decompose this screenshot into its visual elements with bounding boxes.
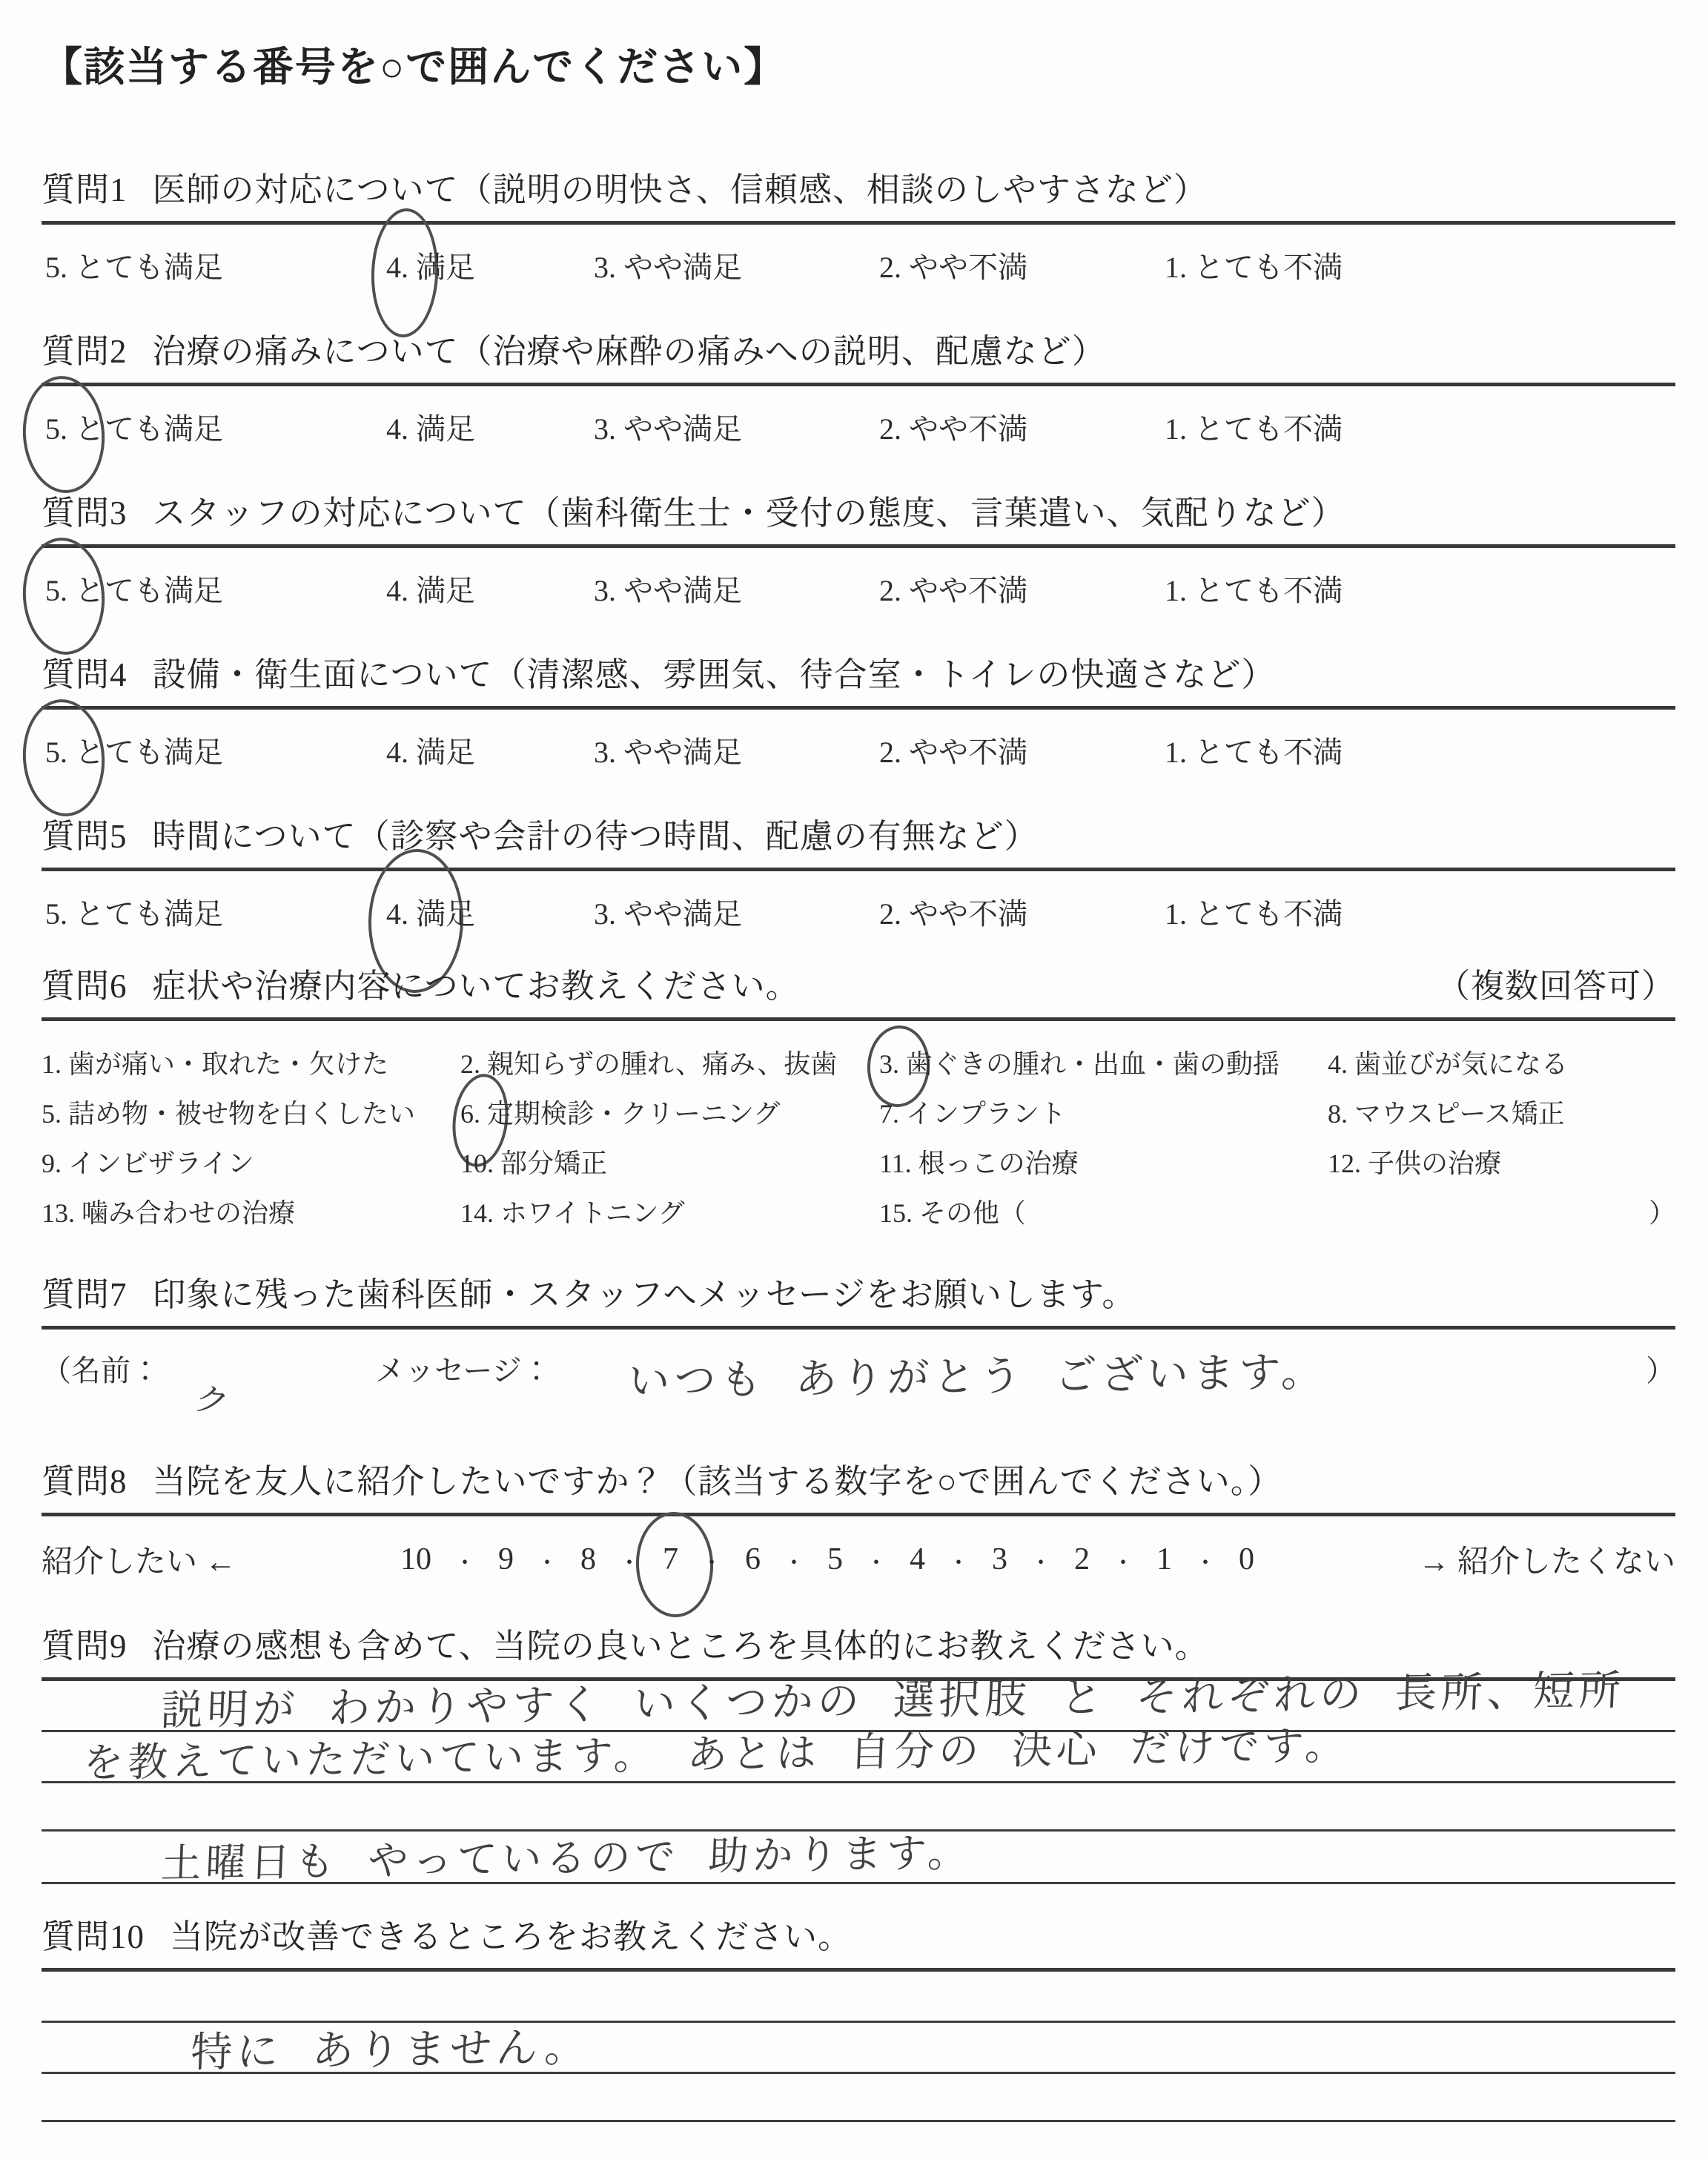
option-4: 4. 満足 (386, 574, 475, 607)
answer-close-paren: ） (1646, 1354, 1675, 1387)
question-5-options (42, 882, 1675, 935)
question-6-section (42, 965, 1675, 1232)
question-6-note: （複数回答可） (1436, 968, 1675, 1005)
scale-dot: ・ (947, 1551, 970, 1576)
scale-number-6: 6 (745, 1542, 761, 1576)
question-8-text: 当院を友人に紹介したいですか？（該当する数字を○で囲んでください。） (152, 1463, 1282, 1500)
question-7-heading (42, 1273, 1675, 1330)
answer-line (42, 2074, 1675, 2122)
option-5: 5. とても満足 (45, 897, 223, 931)
scale-dot: ・ (454, 1551, 476, 1576)
question-8-heading (42, 1460, 1675, 1516)
option-5-label: 5. とても満足 (45, 736, 223, 769)
option-2: 2. やや不満 (879, 412, 1027, 446)
scale-number-7-circled (663, 1542, 678, 1577)
message-field-label: メッセージ： (375, 1354, 552, 1387)
question-2-heading (42, 330, 1675, 386)
question-5-heading (42, 815, 1675, 871)
scale-number-5: 5 (827, 1542, 843, 1576)
answer-line (42, 2122, 1675, 2160)
question-9-text: 治療の感想も含めて、当院の良いところを具体的にお教えください。 (152, 1628, 1209, 1665)
question-1-label: 質問1 (42, 171, 128, 208)
question-1-section (42, 168, 1675, 288)
treatment-items-row-1 (42, 1033, 1675, 1083)
question-6-heading (42, 965, 1675, 1021)
treatment-item: 4. 歯並びが気になる (1328, 1049, 1569, 1079)
treatment-item: 8. マウスピース矯正 (1328, 1099, 1565, 1129)
option-5-label: 5. とても満足 (45, 412, 223, 446)
treatment-item: 11. 根っこの治療 (879, 1149, 1079, 1178)
treatment-item: 5. 詰め物・被せ物を白くしたい (42, 1099, 416, 1129)
question-9-section (42, 1625, 1675, 1887)
question-8-label: 質問8 (42, 1463, 128, 1500)
other-field-close-paren: ） (1648, 1198, 1675, 1228)
question-1-options (42, 235, 1675, 288)
scale-dot: ・ (865, 1551, 887, 1576)
option-1: 1. とても不満 (1165, 574, 1343, 607)
question-7-label: 質問7 (42, 1276, 128, 1313)
option-4-label: 4. 満足 (386, 897, 475, 931)
option-4: 4. 満足 (386, 412, 475, 446)
question-2-label: 質問2 (42, 333, 128, 370)
question-1-heading (42, 168, 1675, 225)
scale-dot: ・ (1194, 1551, 1217, 1576)
scale-number-4: 4 (910, 1542, 925, 1576)
question-3-label: 質問3 (42, 495, 128, 532)
scale-number-2: 2 (1074, 1542, 1090, 1576)
scale-dot: ・ (701, 1551, 723, 1576)
handwritten-name-mark: ク (190, 1377, 238, 1426)
option-3: 3. やや満足 (594, 251, 742, 284)
scale-number-0: 0 (1239, 1542, 1254, 1576)
option-5-circled (45, 567, 223, 610)
scale-right-label: → 紹介したくない (1418, 1545, 1675, 1579)
question-4-label: 質問4 (42, 656, 128, 693)
question-4-heading (42, 653, 1675, 710)
option-4-circled (386, 891, 475, 933)
scale-number-3: 3 (992, 1542, 1007, 1576)
treatment-item: 12. 子供の治療 (1328, 1149, 1502, 1178)
option-1: 1. とても不満 (1165, 897, 1343, 931)
answer-line (42, 1972, 1675, 2023)
scale-dot: ・ (1112, 1551, 1134, 1576)
treatment-item-circled (460, 1093, 780, 1131)
scale-dot: ・ (618, 1551, 640, 1576)
question-3-section (42, 492, 1675, 612)
scale-dot: ・ (1030, 1551, 1052, 1576)
option-4-circled (386, 244, 475, 286)
treatment-items-row-2 (42, 1083, 1675, 1132)
handwritten-answer-line-3: 土曜日も やっているので 助かります。 (160, 1829, 973, 1887)
option-4: 4. 満足 (386, 736, 475, 769)
treatment-item: 2. 親知らずの腫れ、痛み、抜歯 (460, 1049, 838, 1079)
option-3: 3. やや満足 (594, 412, 742, 446)
option-5-label: 5. とても満足 (45, 574, 223, 607)
question-3-heading (42, 492, 1675, 548)
question-5-label: 質問5 (42, 818, 128, 855)
question-10-label: 質問10 (42, 1918, 145, 1955)
option-2: 2. やや不満 (879, 251, 1027, 284)
question-3-options (42, 558, 1675, 612)
question-8-section (42, 1460, 1675, 1591)
question-2-options (42, 397, 1675, 450)
treatment-item-label: 6. 定期検診・クリーニング (460, 1099, 781, 1129)
handwritten-answer-line-1: 説明が わかりやすく いくつかの 選択肢 と それぞれの 長所、短所 (160, 1666, 1626, 1735)
treatment-item: 14. ホワイトニング (460, 1198, 685, 1228)
treatment-items-row-4 (42, 1182, 1675, 1232)
option-2: 2. やや不満 (879, 736, 1027, 769)
question-7-text: 印象に残った歯科医師・スタッフへメッセージをお願いします。 (152, 1276, 1136, 1313)
scale-dot: ・ (536, 1551, 558, 1576)
treatment-item-other: 15. その他（ (879, 1198, 1027, 1228)
nps-scale-numbers (400, 1542, 1254, 1577)
question-10-heading (42, 1915, 1675, 1972)
question-3-text: スタッフの対応について（歯科衛生士・受付の態度、言葉遣い、気配りなど） (152, 495, 1345, 532)
answer-line (42, 1829, 1675, 1887)
question-9-label: 質問9 (42, 1628, 128, 1665)
treatment-item-circled (879, 1043, 1280, 1081)
option-3: 3. やや満足 (594, 736, 742, 769)
name-field-label: （名前： (42, 1354, 160, 1387)
treatment-item: 7. インプラント (879, 1099, 1067, 1129)
handwritten-answer: 特に ありません。 (190, 2023, 592, 2077)
nps-scale-row (42, 1528, 1675, 1591)
question-2-text: 治療の痛みについて（治療や麻酔の痛みへの説明、配慮など） (152, 333, 1106, 370)
option-5-circled (45, 406, 223, 448)
handwritten-message: いつも ありがとう ございます。 (627, 1347, 1328, 1406)
question-4-options (42, 720, 1675, 773)
question-4-text: 設備・衛生面について（清潔感、雰囲気、待合室・トイレの快適さなど） (152, 656, 1276, 693)
scale-number-9: 9 (498, 1542, 514, 1576)
treatment-item-label: 3. 歯ぐきの腫れ・出血・歯の動揺 (879, 1049, 1280, 1079)
question-10-text: 当院が改善できるところをお教えください。 (170, 1918, 853, 1955)
question-2-section (42, 330, 1675, 450)
question-6-text: 症状や治療内容についてお教えください。 (152, 968, 800, 1005)
question-5-text: 時間について（診察や会計の待つ時間、配慮の有無など） (152, 818, 1039, 855)
treatment-item: 9. インビザライン (42, 1149, 254, 1178)
answer-line (42, 2023, 1675, 2077)
handwritten-answer-line-2: を教えていただいています。 あとは 自分の 決心 だけです。 (82, 1722, 1351, 1786)
question-5-section (42, 815, 1675, 935)
scale-number-1: 1 (1156, 1542, 1172, 1576)
option-5-circled (45, 729, 223, 771)
question-4-section (42, 653, 1675, 773)
question-7-section (42, 1273, 1675, 1424)
treatment-item: 10. 部分矯正 (460, 1149, 608, 1178)
question-10-section (42, 1915, 1675, 2160)
option-2: 2. やや不満 (879, 574, 1027, 607)
option-1: 1. とても不満 (1165, 412, 1343, 446)
question-1-text: 医師の対応について（説明の明快さ、信頼感、相談のしやすさなど） (152, 171, 1208, 208)
option-1: 1. とても不満 (1165, 736, 1343, 769)
option-1: 1. とても不満 (1165, 251, 1343, 284)
answer-line (42, 1722, 1675, 1786)
scale-number-7: 7 (663, 1542, 678, 1576)
option-5: 5. とても満足 (45, 251, 223, 284)
option-3: 3. やや満足 (594, 897, 742, 931)
form-title: 【該当する番号を○で囲んでください】 (42, 44, 787, 90)
option-2: 2. やや不満 (879, 897, 1027, 931)
treatment-items-row-3 (42, 1132, 1675, 1182)
treatment-item: 13. 噛み合わせの治療 (42, 1198, 296, 1228)
option-4-label: 4. 満足 (386, 251, 475, 284)
option-3: 3. やや満足 (594, 574, 742, 607)
scale-dot: ・ (783, 1551, 805, 1576)
question-6-label: 質問6 (42, 968, 128, 1005)
question-7-answer-row (42, 1337, 1675, 1424)
treatment-item: 1. 歯が痛い・取れた・欠けた (42, 1049, 389, 1079)
scale-number-10: 10 (400, 1542, 431, 1576)
scale-number-8: 8 (580, 1542, 596, 1576)
scale-left-label: 紹介したい ← (42, 1545, 236, 1579)
